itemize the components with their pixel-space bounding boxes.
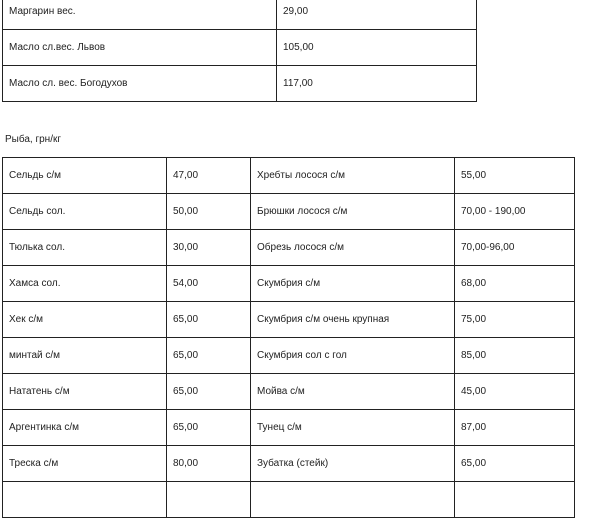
table-row bbox=[3, 66, 477, 102]
fish-price: 75,00 bbox=[455, 302, 575, 338]
fish-name: Скумбрия с/м bbox=[251, 266, 455, 302]
fish-name bbox=[3, 482, 167, 518]
fish-name: Хамса сол. bbox=[3, 266, 167, 302]
table-row bbox=[3, 158, 575, 194]
table-row bbox=[3, 194, 575, 230]
fish-price: 87,00 bbox=[455, 410, 575, 446]
table-row bbox=[3, 374, 575, 410]
fish-price-table bbox=[2, 157, 575, 518]
fish-name: Сельдь с/м bbox=[3, 158, 167, 194]
fish-name: Хек с/м bbox=[3, 302, 167, 338]
table-row bbox=[3, 482, 575, 518]
product-name: Масло сл.вес. Львов bbox=[3, 30, 277, 66]
fish-price: 30,00 bbox=[167, 230, 251, 266]
fish-price: 85,00 bbox=[455, 338, 575, 374]
fish-name: Треска с/м bbox=[3, 446, 167, 482]
fish-price: 54,00 bbox=[167, 266, 251, 302]
product-name: Маргарин вес. bbox=[3, 0, 277, 30]
fish-name: Мойва с/м bbox=[251, 374, 455, 410]
fish-name: Сельдь сол. bbox=[3, 194, 167, 230]
table-row bbox=[3, 446, 575, 482]
fish-name: Хребты лосося с/м bbox=[251, 158, 455, 194]
fish-price: 65,00 bbox=[455, 446, 575, 482]
table-row bbox=[3, 302, 575, 338]
fish-price bbox=[455, 482, 575, 518]
table-row bbox=[3, 410, 575, 446]
table-row bbox=[3, 0, 477, 30]
fish-name: минтай с/м bbox=[3, 338, 167, 374]
fish-price: 70,00-96,00 bbox=[455, 230, 575, 266]
fish-name bbox=[251, 482, 455, 518]
fish-price: 47,00 bbox=[167, 158, 251, 194]
dairy-price-table bbox=[2, 0, 477, 102]
fish-price: 65,00 bbox=[167, 302, 251, 338]
table-row bbox=[3, 30, 477, 66]
fish-name: Нататень с/м bbox=[3, 374, 167, 410]
fish-price: 65,00 bbox=[167, 410, 251, 446]
fish-price: 50,00 bbox=[167, 194, 251, 230]
fish-name: Брюшки лосося с/м bbox=[251, 194, 455, 230]
product-price: 29,00 bbox=[277, 0, 477, 30]
fish-name: Аргентинка с/м bbox=[3, 410, 167, 446]
fish-name: Зубатка (стейк) bbox=[251, 446, 455, 482]
fish-price: 65,00 bbox=[167, 338, 251, 374]
fish-name: Тунец с/м bbox=[251, 410, 455, 446]
fish-price: 80,00 bbox=[167, 446, 251, 482]
table-row bbox=[3, 230, 575, 266]
fish-price: 68,00 bbox=[455, 266, 575, 302]
product-price: 105,00 bbox=[277, 30, 477, 66]
product-name: Масло сл. вес. Богодухов bbox=[3, 66, 277, 102]
fish-price: 55,00 bbox=[455, 158, 575, 194]
fish-section-title: Рыба, грн/кг bbox=[5, 134, 62, 145]
fish-name: Тюлька сол. bbox=[3, 230, 167, 266]
product-price: 117,00 bbox=[277, 66, 477, 102]
fish-name: Обрезь лосося с/м bbox=[251, 230, 455, 266]
table-row bbox=[3, 338, 575, 374]
table-row bbox=[3, 266, 575, 302]
fish-name: Скумбрия сол с гол bbox=[251, 338, 455, 374]
fish-price: 70,00 - 190,00 bbox=[455, 194, 575, 230]
fish-price bbox=[167, 482, 251, 518]
fish-price: 45,00 bbox=[455, 374, 575, 410]
fish-price: 65,00 bbox=[167, 374, 251, 410]
fish-name: Скумбрия с/м очень крупная bbox=[251, 302, 455, 338]
